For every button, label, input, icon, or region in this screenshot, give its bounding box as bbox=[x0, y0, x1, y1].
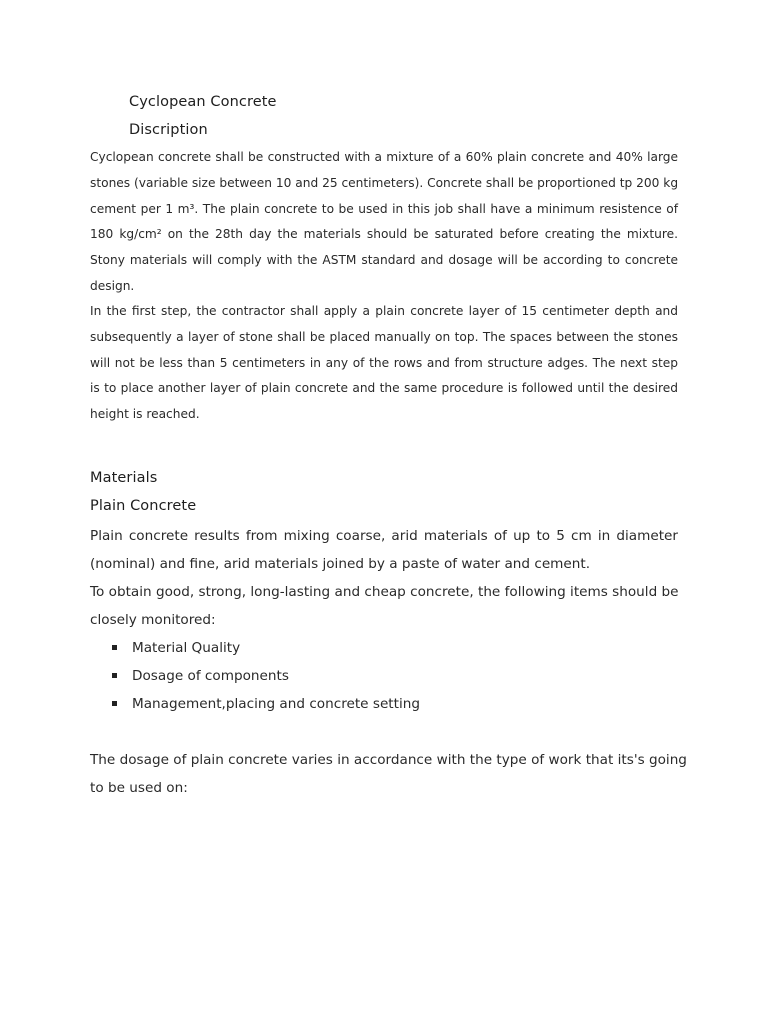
square-bullet-icon bbox=[112, 701, 117, 706]
paragraph-line: cement per 1 m³. The plain concrete to be used in this job shall have a minimum resistence of bbox=[90, 201, 678, 216]
plain-concrete-paragraph bbox=[90, 522, 678, 578]
paragraph-line: 180 kg/cm² on the 28th day the materials should be saturated before creating the mixture. bbox=[90, 227, 678, 242]
paragraph-line: will not be less than 5 centimeters in any of the rows and from structure adges. The next step bbox=[90, 355, 678, 370]
paragraph-line: subsequently a layer of stone shall be placed manually on top. The spaces between the stones bbox=[90, 329, 678, 344]
description-heading: Discription bbox=[129, 122, 208, 138]
square-bullet-icon bbox=[112, 673, 117, 678]
paragraph-line: To obtain good, strong, long-lasting and cheap concrete, the following items should be bbox=[90, 584, 679, 600]
paragraph-line: (nominal) and fine, arid materials joined by a paste of water and cement. bbox=[90, 556, 591, 572]
paragraph-line: to be used on: bbox=[90, 780, 188, 796]
plain-concrete-heading: Plain Concrete bbox=[90, 498, 197, 514]
list-item bbox=[112, 634, 420, 662]
paragraph-line: is to place another layer of plain concrete and the same procedure is followed until the desired bbox=[90, 381, 678, 396]
square-bullet-icon bbox=[112, 645, 117, 650]
first-step-paragraph bbox=[90, 299, 678, 428]
paragraph-line: The dosage of plain concrete varies in accordance with the type of work that its's going bbox=[90, 752, 687, 768]
paragraph-line: closely monitored: bbox=[90, 612, 216, 628]
paragraph-line: stones (variable size between 10 and 25 centimeters). Concrete shall be proportioned tp 200 kg bbox=[90, 175, 679, 190]
list-item-text: Management,placing and concrete setting bbox=[132, 696, 420, 712]
list-item bbox=[112, 662, 420, 690]
list-item-text: Material Quality bbox=[132, 640, 241, 656]
dosage-paragraph bbox=[90, 746, 687, 802]
paragraph-line: Cyclopean concrete shall be constructed with a mixture of a 60% plain concrete and 40% large bbox=[90, 150, 678, 164]
materials-heading: Materials bbox=[90, 470, 158, 486]
paragraph-line: Stony materials will comply with the ASTM standard and dosage will be according to concrete bbox=[90, 253, 678, 268]
document-title: Cyclopean Concrete bbox=[129, 94, 277, 110]
paragraph-line: Plain concrete results from mixing coarse, arid materials of up to 5 cm in diameter bbox=[90, 528, 678, 544]
list-item bbox=[112, 690, 420, 718]
description-paragraph bbox=[90, 145, 678, 300]
monitoring-bullet-list bbox=[112, 634, 420, 718]
paragraph-line: In the first step, the contractor shall apply a plain concrete layer of 15 centimeter depth and bbox=[90, 304, 678, 318]
paragraph-line: design. bbox=[90, 278, 135, 293]
list-item-text: Dosage of components bbox=[132, 668, 289, 684]
monitoring-paragraph bbox=[90, 578, 678, 634]
paragraph-line: height is reached. bbox=[90, 407, 200, 422]
